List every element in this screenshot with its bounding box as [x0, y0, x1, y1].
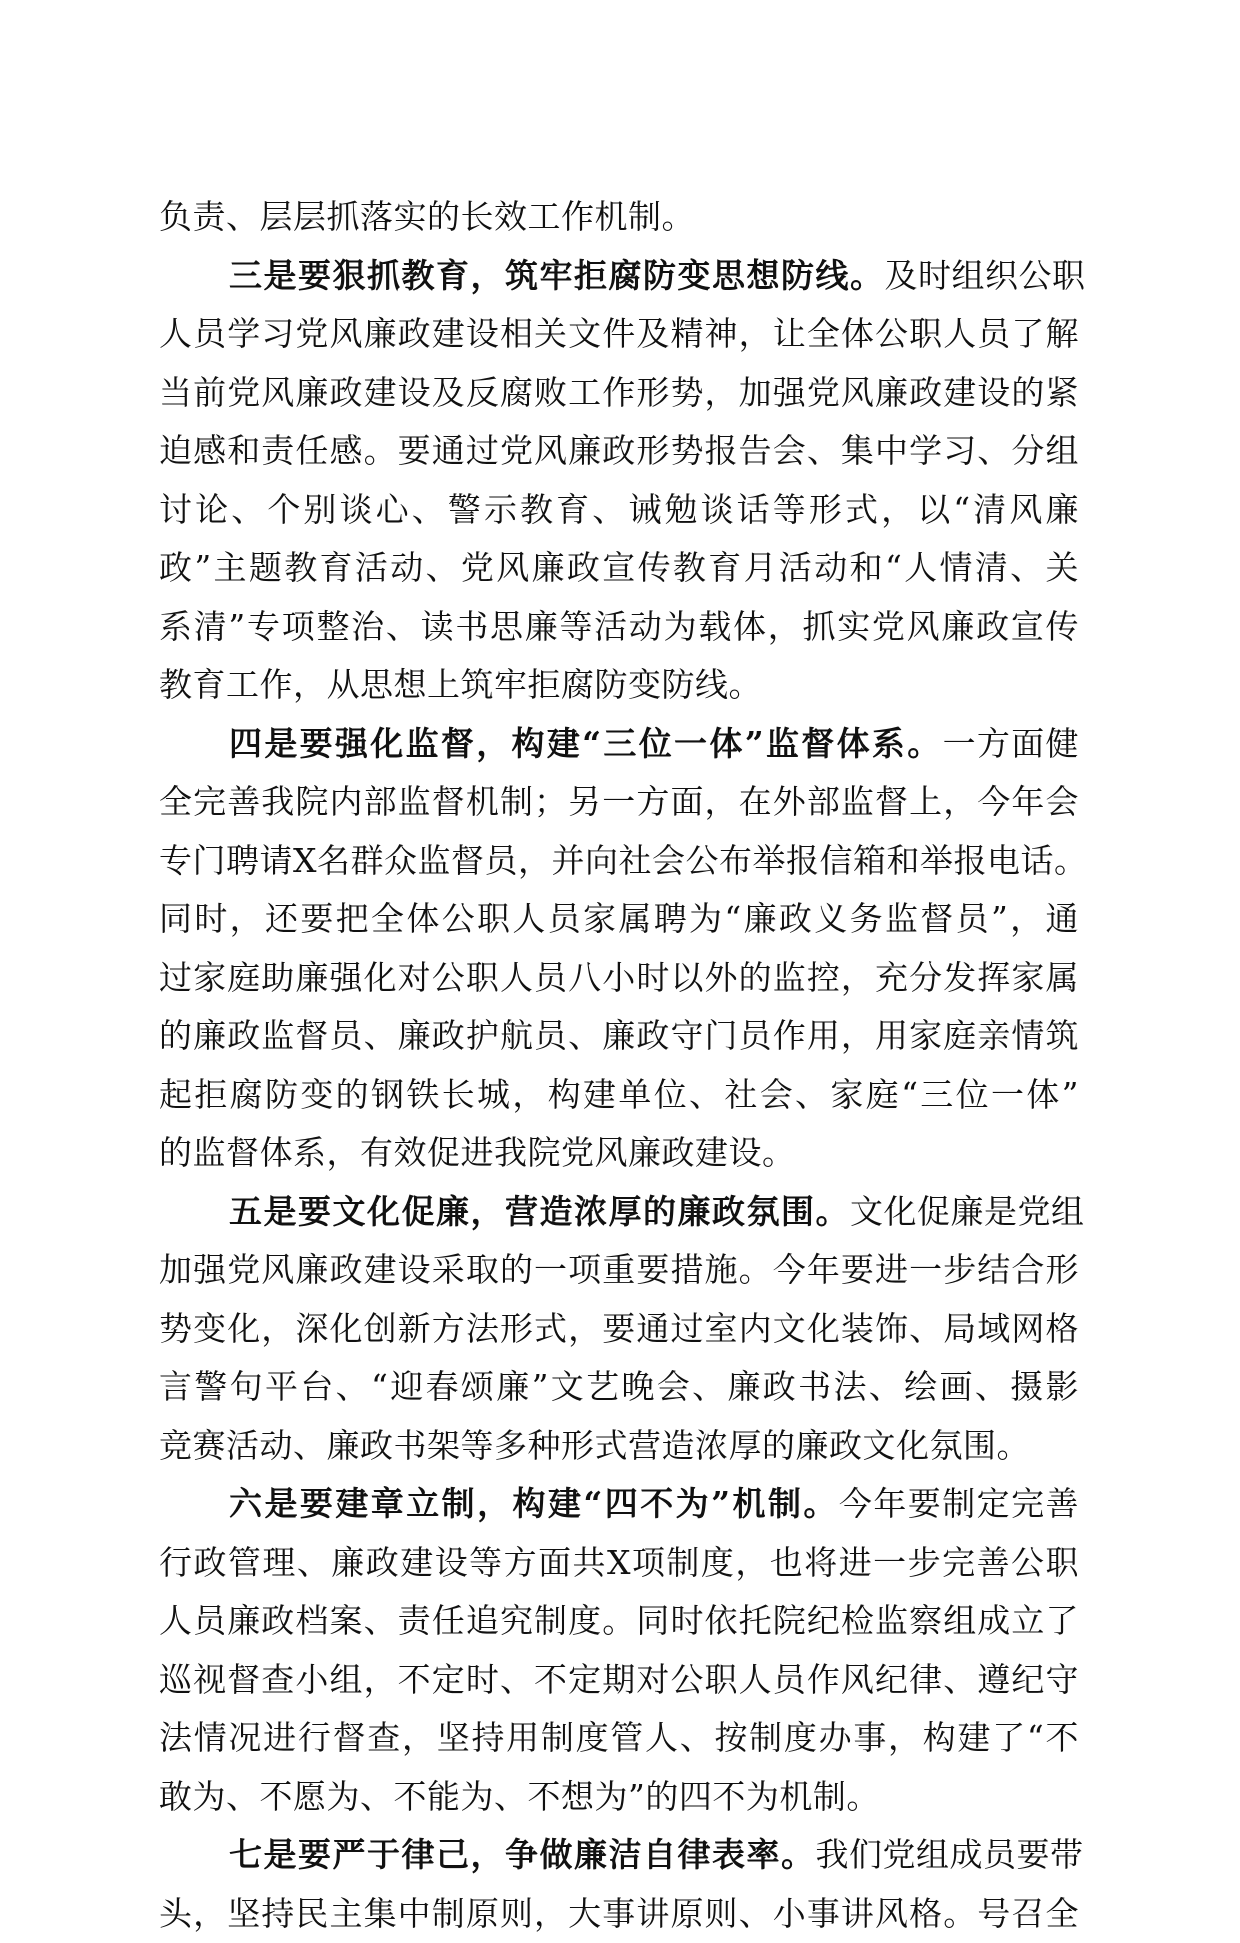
body-text: 竞赛活动、廉政书架等多种形式营造浓厚的廉政文化氛围。 — [159, 1426, 1030, 1465]
body-text: 迫感和责任感。要通过党风廉政形势报告会、集中学习、分组 — [159, 431, 1079, 470]
body-text: 我们党组成员要带 — [816, 1835, 1084, 1874]
body-text: 人员学习党风廉政建设相关文件及精神，让全体公职人员了解 — [159, 314, 1079, 353]
body-text: 巡视督查小组，不定时、不定期对公职人员作风纪律、遵纪守 — [159, 1660, 1079, 1699]
text-line — [159, 1885, 1079, 1943]
text-line — [159, 773, 1079, 832]
text-line — [159, 890, 1079, 949]
body-text: 势变化，深化创新方法形式，要通过室内文化装饰、局域网格 — [159, 1309, 1079, 1348]
document-body — [159, 188, 1079, 1943]
section-heading: 三是要狠抓教育，筑牢拒腐防变思想防线。 — [229, 256, 885, 295]
text-line — [159, 364, 1079, 423]
text-line — [159, 1651, 1079, 1710]
text-line — [159, 1066, 1079, 1125]
text-line — [159, 1534, 1079, 1593]
text-line — [159, 188, 1079, 247]
body-text: 的监督体系，有效促进我院党风廉政建设。 — [159, 1133, 796, 1172]
text-line — [159, 656, 1079, 715]
body-text: 政”主题教育活动、党风廉政宣传教育月活动和“人情清、关 — [159, 548, 1079, 587]
body-text: 专门聘请X名群众监督员，并向社会公布举报信箱和举报电话。 — [159, 841, 1088, 880]
body-text: 讨论、个别谈心、警示教育、诫勉谈话等形式，以“清风廉 — [159, 490, 1079, 529]
text-line — [159, 1241, 1079, 1300]
body-text: 全完善我院内部监督机制；另一方面，在外部监督上，今年会 — [159, 782, 1079, 821]
body-text: 的廉政监督员、廉政护航员、廉政守门员作用，用家庭亲情筑 — [159, 1016, 1079, 1055]
section-heading: 七是要严于律己，争做廉洁自律表率。 — [229, 1835, 816, 1874]
body-text: 同时，还要把全体公职人员家属聘为“廉政义务监督员”，通 — [159, 899, 1079, 938]
text-line — [159, 305, 1079, 364]
body-text: 人员廉政档案、责任追究制度。同时依托院纪检监察组成立了 — [159, 1601, 1079, 1640]
text-line — [159, 247, 1079, 306]
text-line — [159, 1709, 1079, 1768]
text-line — [159, 832, 1079, 891]
text-line — [159, 1475, 1079, 1534]
body-text: 今年要制定完善 — [839, 1484, 1079, 1523]
body-text: 敢为、不愿为、不能为、不想为”的四不为机制。 — [159, 1777, 880, 1816]
text-line — [159, 1768, 1079, 1827]
body-text: 头，坚持民主集中制原则，大事讲原则、小事讲风格。号召全 — [159, 1894, 1079, 1933]
body-text: 文化促廉是党组 — [850, 1192, 1085, 1231]
text-line — [159, 1358, 1079, 1417]
body-text: 言警句平台、“迎春颂廉”文艺晚会、廉政书法、绘画、摄影 — [159, 1367, 1079, 1406]
body-text: 负责、层层抓落实的长效工作机制。 — [159, 197, 695, 236]
body-text: 当前党风廉政建设及反腐败工作形势，加强党风廉政建设的紧 — [159, 373, 1079, 412]
text-line — [159, 715, 1079, 774]
body-text: 行政管理、廉政建设等方面共X项制度，也将进一步完善公职 — [159, 1543, 1079, 1582]
section-heading: 六是要建章立制，构建“四不为”机制。 — [229, 1484, 839, 1523]
text-line — [159, 1183, 1079, 1242]
body-text: 加强党风廉政建设采取的一项重要措施。今年要进一步结合形 — [159, 1250, 1079, 1289]
text-line — [159, 1300, 1079, 1359]
body-text: 一方面健 — [943, 724, 1079, 763]
text-line — [159, 1826, 1079, 1885]
body-text: 及时组织公职 — [885, 256, 1086, 295]
text-line — [159, 481, 1079, 540]
body-text: 过家庭助廉强化对公职人员八小时以外的监控，充分发挥家属 — [159, 958, 1079, 997]
body-text: 法情况进行督查，坚持用制度管人、按制度办事，构建了“不 — [159, 1718, 1079, 1757]
text-line — [159, 539, 1079, 598]
text-line — [159, 1417, 1079, 1476]
body-text: 教育工作，从思想上筑牢拒腐防变防线。 — [159, 665, 762, 704]
text-line — [159, 1124, 1079, 1183]
body-text: 系清”专项整治、读书思廉等活动为载体，抓实党风廉政宣传 — [159, 607, 1079, 646]
section-heading: 四是要强化监督，构建“三位一体”监督体系。 — [229, 724, 943, 763]
body-text: 起拒腐防变的钢铁长城，构建单位、社会、家庭“三位一体” — [159, 1075, 1079, 1114]
text-line — [159, 1007, 1079, 1066]
text-line — [159, 422, 1079, 481]
text-line — [159, 949, 1079, 1008]
text-line — [159, 1592, 1079, 1651]
section-heading: 五是要文化促廉，营造浓厚的廉政氛围。 — [229, 1192, 850, 1231]
text-line — [159, 598, 1079, 657]
